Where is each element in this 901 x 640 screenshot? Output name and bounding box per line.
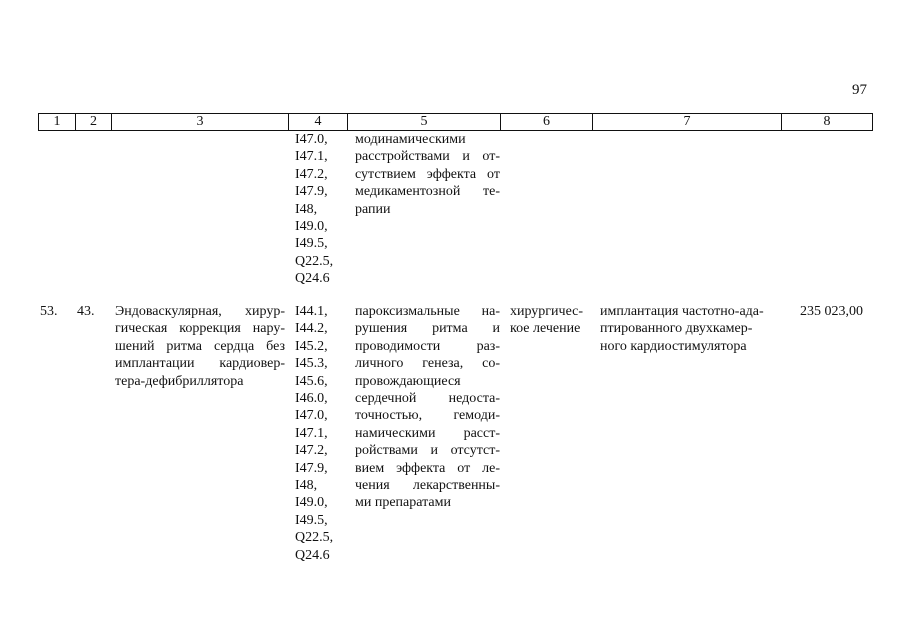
header-col-4: 4: [289, 114, 348, 130]
procedure-line: шений ритма сердца без: [115, 338, 285, 354]
header-col-5: 5: [348, 114, 501, 130]
icd-code: I44.2,: [295, 321, 328, 337]
icd-code: I45.2,: [295, 338, 328, 354]
icd-code: I47.0,: [295, 408, 328, 424]
continued-icd-codes: [295, 131, 350, 288]
icd-code: I48,: [295, 201, 318, 217]
icd-code: Q24.6: [295, 271, 330, 287]
procedure-line: имплантации кардиовер-: [115, 356, 285, 372]
page-number: 97: [852, 82, 867, 98]
icd-code: Q22.5,: [295, 530, 334, 546]
condition-line: расстройствами и от-: [355, 149, 500, 165]
procedure-name: [115, 303, 285, 390]
header-col-8: 8: [823, 114, 831, 129]
icd-code: I49.0,: [295, 495, 328, 511]
row-number: 53.: [40, 304, 58, 319]
icd-codes: [295, 303, 350, 564]
treatment-line: хирургичес-: [510, 304, 584, 319]
icd-code: I47.2,: [295, 443, 328, 459]
condition-line: сердечной недоста-: [355, 391, 500, 407]
condition-line: ми препаратами: [355, 495, 451, 511]
icd-code: I49.5,: [295, 236, 328, 252]
condition-line: пароксизмальные на-: [355, 304, 500, 319]
procedure-line: тера-дефибриллятора: [115, 373, 244, 389]
header-col-1: 1: [39, 114, 76, 130]
icd-code: I46.0,: [295, 391, 328, 407]
icd-code: I44.1,: [295, 304, 328, 319]
condition-line: проводимости раз-: [355, 338, 500, 354]
condition-description: [355, 303, 500, 512]
condition-line: сутствием эффекта от: [355, 166, 500, 182]
icd-code: I47.2,: [295, 166, 328, 182]
condition-line: намическими расст-: [355, 425, 500, 441]
condition-line: личного генеза, со-: [355, 356, 500, 372]
icd-code: I47.1,: [295, 425, 328, 441]
method-line: птированного двухкамер-: [600, 321, 753, 337]
icd-code: Q22.5,: [295, 253, 334, 269]
condition-line: вием эффекта от ле-: [355, 460, 500, 476]
condition-line: точностью, гемоди-: [355, 408, 500, 424]
header-col-2: 2: [76, 114, 112, 130]
icd-code: I45.3,: [295, 356, 328, 372]
procedure-line: Эндоваскулярная, хирур-: [115, 304, 285, 319]
continued-condition: [355, 131, 500, 218]
method-line: имплантация частотно-ада-: [600, 304, 764, 319]
condition-line: чения лекарственны-: [355, 478, 500, 494]
condition-line: ройствами и отсутст-: [355, 443, 500, 459]
condition-line: провождающиеся: [355, 373, 461, 389]
icd-code: I47.0,: [295, 132, 328, 147]
method-line: ного кардиостимулятора: [600, 338, 747, 354]
treatment-type: [510, 303, 598, 338]
icd-code: I47.1,: [295, 149, 328, 165]
icd-code: I47.9,: [295, 460, 328, 476]
icd-code: Q24.6: [295, 547, 330, 563]
treatment-method: [600, 303, 780, 355]
cost-value: 235 023,00: [800, 304, 863, 319]
icd-code: I47.9,: [295, 184, 328, 200]
condition-line: медикаментозной те-: [355, 184, 500, 200]
condition-line: рушения ритма и: [355, 321, 500, 337]
treatment-line: кое лечение: [510, 321, 581, 337]
icd-code: I48,: [295, 478, 318, 494]
icd-code: I45.6,: [295, 373, 328, 389]
header-col-7: 7: [593, 114, 782, 130]
header-col-6: 6: [501, 114, 593, 130]
header-col-3: 3: [112, 114, 289, 130]
icd-code: I49.5,: [295, 512, 328, 528]
procedure-line: гическая коррекция нару-: [115, 321, 285, 337]
icd-code: I49.0,: [295, 219, 328, 235]
table-header-row: [38, 113, 873, 131]
condition-line: рапии: [355, 201, 391, 217]
condition-line: модинамическими: [355, 132, 466, 147]
group-number: 43.: [77, 304, 95, 319]
